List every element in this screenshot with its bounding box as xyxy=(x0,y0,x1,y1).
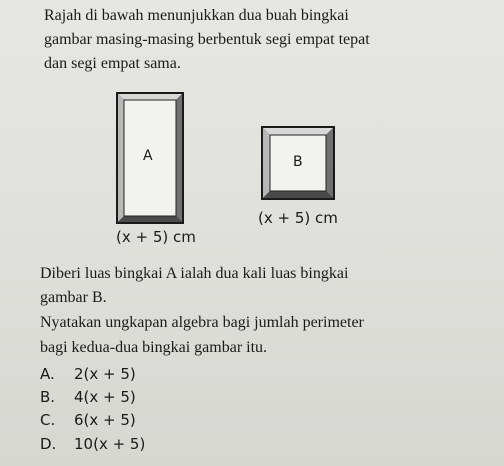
frame-b-label: B xyxy=(293,154,303,170)
frame-b xyxy=(261,126,335,200)
option-b-letter: B. xyxy=(40,388,56,406)
frame-a-dimension: (x + 5) cm xyxy=(116,228,196,246)
option-c[interactable] xyxy=(40,410,136,431)
intro-line-1: Rajah di bawah menunjukkan dua buah bingkai xyxy=(44,7,349,24)
frame-b-dimension: (x + 5) cm xyxy=(258,209,338,227)
question-line-2: gambar B. xyxy=(40,289,107,306)
question-line-1: Diberi luas bingkai A ialah dua kali luas bingkai xyxy=(40,265,349,282)
intro-line-3: dan segi empat sama. xyxy=(44,55,181,72)
question-line-3: Nyatakan ungkapan algebra bagi jumlah perimeter xyxy=(40,314,364,331)
question-line-4: bagi kedua-dua bingkai gambar itu. xyxy=(40,339,268,356)
option-a[interactable] xyxy=(40,364,136,385)
option-b-text: 4(x + 5) xyxy=(74,388,136,406)
option-b[interactable] xyxy=(40,387,136,408)
option-c-text: 6(x + 5) xyxy=(74,411,136,429)
option-d-letter: D. xyxy=(40,435,57,453)
option-a-text: 2(x + 5) xyxy=(74,365,136,383)
frame-a xyxy=(116,92,184,224)
frame-a-label: A xyxy=(143,148,153,164)
option-a-letter: A. xyxy=(40,365,55,383)
option-d[interactable] xyxy=(40,434,145,455)
option-c-letter: C. xyxy=(40,411,56,429)
option-d-text: 10(x + 5) xyxy=(74,435,146,453)
intro-line-2: gambar masing-masing berbentuk segi empat tepat xyxy=(44,31,370,48)
